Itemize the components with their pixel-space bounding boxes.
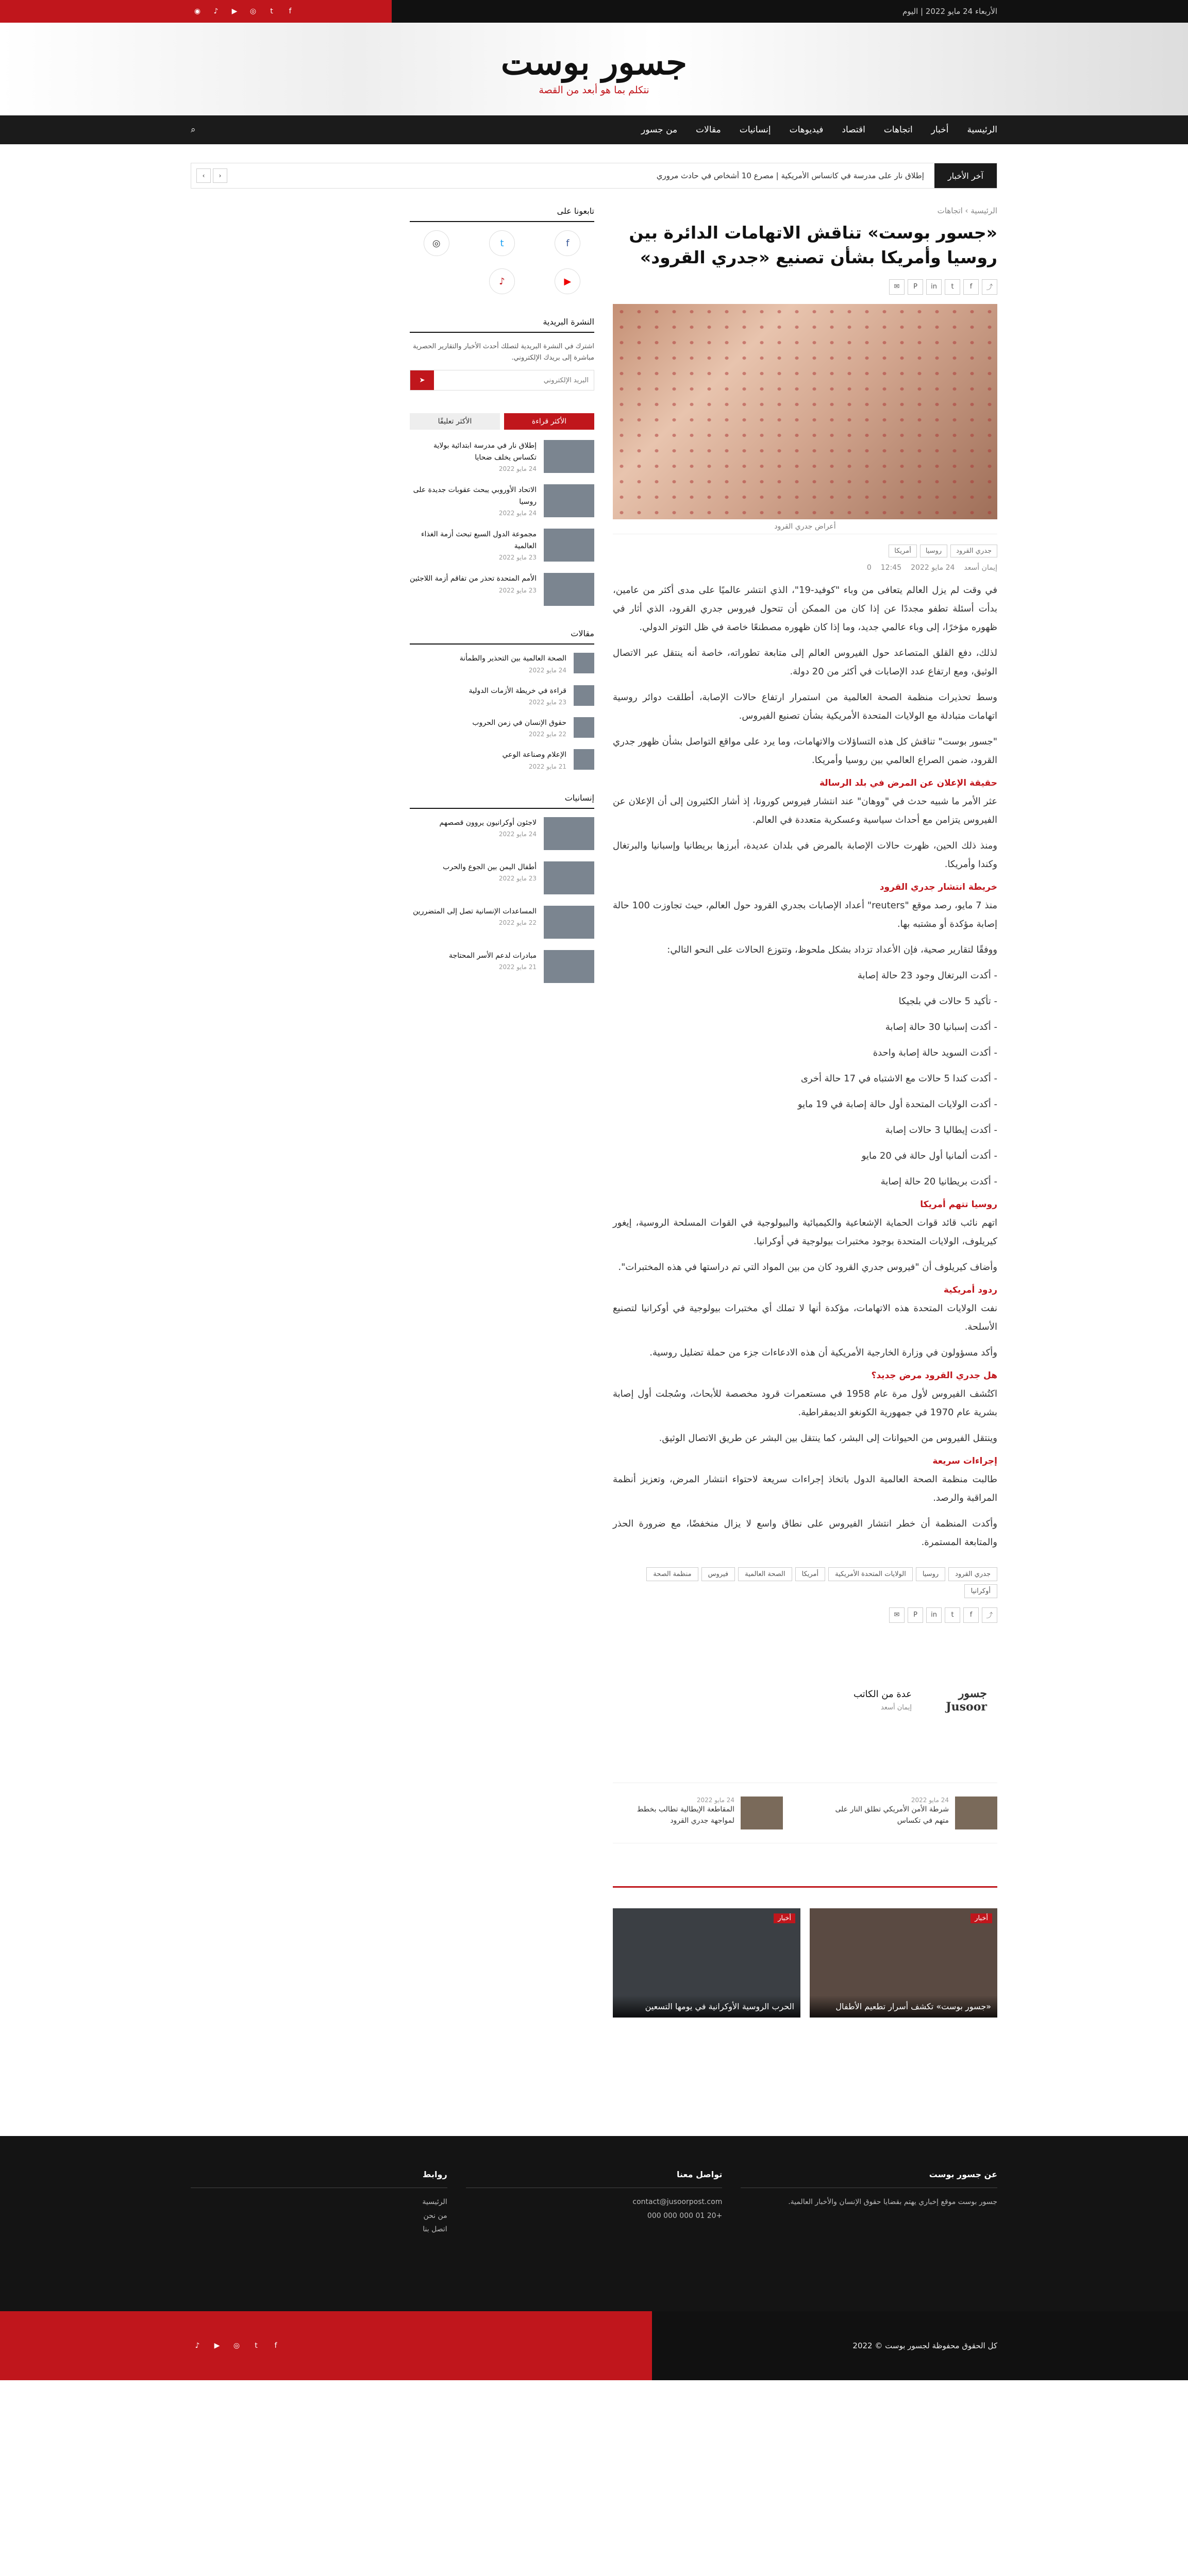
- prev-date: 24 مايو 2022: [911, 1796, 949, 1804]
- newsletter-submit-button[interactable]: ➤: [410, 370, 434, 390]
- author-name[interactable]: إيمان أسعد: [964, 563, 997, 572]
- post-title[interactable]: أطفال اليمن بين الجوع والحرب: [443, 862, 537, 871]
- hero-image: [613, 304, 997, 519]
- post-date: 24 مايو 2022: [498, 465, 537, 472]
- post-title[interactable]: مجموعة الدول السبع تبحث أزمة الغذاء العالمية: [421, 530, 537, 550]
- facebook-icon[interactable]: f: [289, 7, 292, 15]
- top-social: [191, 5, 297, 18]
- paragraph: طالبت منظمة الصحة العالمية الدول باتخاذ إجراءات سريعة لاحتواء انتشار المرض، وتعزيز أنظمة المراقبة والرصد.: [613, 1473, 997, 1503]
- list-item[interactable]: [410, 440, 594, 473]
- facebook-icon[interactable]: f: [555, 230, 580, 256]
- list-item: - أكدت ألمانيا أول حالة في 20 مايو: [861, 1150, 997, 1161]
- author-box: [613, 1654, 997, 1747]
- list-item[interactable]: [410, 906, 594, 939]
- tag[interactable]: جدري القرود: [948, 1567, 997, 1581]
- tag[interactable]: روسيا: [916, 1567, 945, 1581]
- footer-link[interactable]: اتصل بنا: [423, 2225, 447, 2234]
- youtube-icon[interactable]: ▶: [555, 268, 580, 294]
- related-card[interactable]: [613, 1908, 800, 2018]
- newsletter-text: اشترك في النشرة البريدية لتصلك أحدث الأخبار والتقارير الحصرية مباشرة إلى بريدك الإلكتروني.: [413, 343, 594, 362]
- tab-most-read[interactable]: الأكثر قراءة: [504, 413, 594, 430]
- section-heading: حقيقة الإعلان عن المرض في بلد الرسالة: [819, 777, 997, 788]
- section-heading: خريطة انتشار جدري القرود: [879, 882, 997, 892]
- post-date: 23 مايو 2022: [498, 875, 537, 883]
- newsletter-email-input[interactable]: [434, 370, 594, 390]
- post-title[interactable]: الاتحاد الأوروبي يبحث عقوبات جديدة على روسيا: [413, 486, 537, 506]
- nav-news[interactable]: أخبار: [931, 125, 949, 135]
- paragraph: اتهم نائب قائد قوات الحماية الإشعاعية والكيميائية والبيولوجية في القوات المسلحة الروسية، إيغور كيريلوف، الولايات المتحدة بوجود مختبرات بيولوجية في أوكرانيا.: [613, 1217, 997, 1247]
- paragraph: وأضاف كيريلوف أن "فيروس جدري القرود كان من بين المواد التي تم دراستها في هذه المختبرات".: [618, 1261, 997, 1273]
- paragraph: وأكدت المنظمة أن خطر انتشار الفيروس على نطاق واسع لا يزال منخفضًا، مع ضرورة الحذر والمتابعة المستمرة.: [613, 1518, 997, 1548]
- tiktok-icon[interactable]: ♪: [213, 7, 219, 15]
- site-logo[interactable]: جسور بوست: [500, 42, 688, 82]
- article-title: «جسور بوست» تناقش الاتهامات الدائرة بين روسيا وأمريكا بشأن تصنيع «جدري القرود»: [629, 223, 997, 267]
- footer-about: [741, 2167, 997, 2209]
- tag[interactable]: الولايات المتحدة الأمريكية: [828, 1567, 913, 1581]
- sidebar: [410, 206, 594, 1006]
- list-item[interactable]: [410, 817, 594, 850]
- top-date: الأربعاء 24 مايو 2022 | اليوم: [902, 7, 997, 16]
- twitter-icon[interactable]: t: [945, 279, 960, 295]
- next-date: 24 مايو 2022: [696, 1796, 734, 1804]
- paragraph: في وقت لم يزل العالم يتعافى من وباء "كوفيد-19"، الذي انتشر عالميًا على مدى أكثر من عامين، بدأت أسئلة تطفو مجددًا عن إذا كان من الممكن أن تتحول فيروس جدري القرود، الذي أثار في ظهوره مؤخرًا، إلى وباء عالمي جديد، وما إذا كان ظهوره مصطنعًا خاصة في ظل التوتر الدولي.: [613, 584, 997, 633]
- instagram-icon[interactable]: ◎: [424, 230, 449, 256]
- list-item[interactable]: [410, 749, 594, 770]
- prev-next-posts: [613, 1783, 997, 1843]
- rss-icon[interactable]: ◉: [194, 7, 201, 15]
- instagram-icon[interactable]: ◎: [249, 7, 257, 15]
- humanities-widget: [410, 793, 594, 983]
- paragraph: ومنذ ذلك الحين، ظهرت حالات الإصابة بالمرض في بلدان عديدة، أبرزها بريطانيا وإسبانيا والبرتغال وكندا وأمريكا.: [613, 840, 997, 870]
- paragraph: وأكد مسؤولون في وزارة الخارجية الأمريكية أن هذه الادعاءات جزء من حملة تضليل روسية.: [649, 1347, 997, 1358]
- footer-email[interactable]: contact@jusoorpost.com: [632, 2198, 723, 2207]
- list-item[interactable]: [410, 529, 594, 562]
- facebook-icon[interactable]: f: [963, 1607, 979, 1623]
- post-title[interactable]: الصحة العالمية بين التحذير والطمأنة: [459, 654, 566, 663]
- nav-about[interactable]: من جسور: [641, 125, 678, 135]
- section-heading: روسيا تتهم أمريكا: [920, 1199, 997, 1210]
- footer-contact: [466, 2167, 723, 2223]
- share-bar-bottom: [613, 1607, 997, 1623]
- post-date: 24 مايو 2022: [528, 666, 566, 674]
- copyright-text: كل الحقوق محفوظة لجسور بوست © 2022: [852, 2341, 997, 2350]
- tag[interactable]: جدري القرود: [950, 545, 997, 557]
- list-item: - أكدت السويد حالة إصابة واحدة: [873, 1047, 997, 1058]
- ticker-prev-icon[interactable]: ‹: [213, 168, 227, 183]
- site-footer: [0, 2136, 1188, 2311]
- related-divider: [613, 1885, 997, 1888]
- main-nav: [0, 115, 1188, 144]
- post-title[interactable]: الأمم المتحدة تحذر من تفاقم أزمة اللاجئين: [410, 574, 537, 583]
- ticker-next-icon[interactable]: ›: [196, 168, 211, 183]
- facebook-icon[interactable]: f: [274, 2341, 277, 2350]
- tag[interactable]: فيروس: [701, 1567, 735, 1581]
- footer-heading: روابط: [191, 2167, 447, 2188]
- list-item[interactable]: [410, 717, 594, 738]
- paragraph: وينتقل الفيروس من الحيوانات إلى البشر، كما ينتقل بين البشر عن طريق الاتصال الوثيق.: [659, 1432, 997, 1444]
- footer-links: [191, 2167, 447, 2236]
- twitter-icon[interactable]: t: [255, 2341, 258, 2350]
- copyright-accent: [0, 2311, 652, 2380]
- next-title[interactable]: المقاطعة الإيطالية تطالب بخطط لمواجهة جدري القرود: [637, 1805, 734, 1825]
- post-title[interactable]: إطلاق نار في مدرسة ابتدائية بولاية تكساس يخلف ضحايا: [433, 442, 537, 462]
- follow-widget: [410, 206, 594, 294]
- post-title[interactable]: حقوق الإنسان في زمن الحروب: [472, 718, 566, 727]
- widget-title: مقالات: [410, 629, 594, 645]
- breadcrumb[interactable]: الرئيسية › اتجاهات: [937, 206, 997, 215]
- list-item: - أكدت البرتغال وجود 23 حالة إصابة: [857, 970, 997, 981]
- share-bar-top: [613, 279, 997, 295]
- top-bar: [0, 0, 1188, 23]
- youtube-icon[interactable]: ▶: [214, 2341, 220, 2350]
- linkedin-icon[interactable]: in: [926, 279, 942, 295]
- related-title[interactable]: «جسور بوست» تكشف أسرار تطعيم الأطفال: [810, 1995, 997, 2018]
- email-icon[interactable]: ✉: [889, 279, 905, 295]
- newsletter-widget: [410, 317, 594, 391]
- post-date: 21 مايو 2022: [498, 963, 537, 971]
- section-heading: إجراءات سريعة: [932, 1455, 997, 1466]
- publish-date: 24 مايو 2022: [911, 563, 955, 572]
- tiktok-icon[interactable]: ♪: [489, 268, 515, 294]
- pinterest-icon[interactable]: P: [908, 1607, 923, 1623]
- email-icon[interactable]: ✉: [889, 1607, 905, 1623]
- footer-heading: عن جسور بوست: [741, 2167, 997, 2188]
- instagram-icon[interactable]: ◎: [233, 2341, 240, 2350]
- footer-link[interactable]: من نحن: [423, 2211, 447, 2220]
- section-heading: ردود أمريكية: [943, 1284, 997, 1295]
- article-body: [613, 581, 997, 1552]
- twitter-icon[interactable]: t: [945, 1607, 960, 1623]
- widget-title: إنسانيات: [410, 793, 594, 809]
- post-date: 22 مايو 2022: [528, 731, 566, 738]
- tag[interactable]: أمريكا: [889, 545, 917, 557]
- related-category[interactable]: أخبار: [971, 1913, 992, 1923]
- related-category[interactable]: أخبار: [774, 1913, 795, 1923]
- post-date: 23 مايو 2022: [498, 586, 537, 594]
- list-item[interactable]: [410, 861, 594, 894]
- footer-phone[interactable]: +20 01 000 000 000: [647, 2211, 723, 2220]
- post-date: 23 مايو 2022: [498, 553, 537, 561]
- nav-articles[interactable]: مقالات: [696, 125, 721, 135]
- post-title[interactable]: الإعلام وصناعة الوعي: [502, 751, 566, 759]
- paragraph: نفت الولايات المتحدة هذه الاتهامات، مؤكدة أنها لا تملك أي مختبرات بيولوجية في أوكرانيا لتصنيع الأسلحة.: [613, 1302, 997, 1332]
- post-date: 21 مايو 2022: [528, 762, 566, 770]
- article-tags-top: [613, 545, 997, 557]
- nav-economy[interactable]: اقتصاد: [842, 125, 865, 135]
- author-avatar: جسور Jusoor: [930, 1672, 987, 1728]
- post-title[interactable]: لاجئون أوكرانيون يروون قصصهم: [439, 818, 537, 827]
- nav-videos[interactable]: فيديوهات: [789, 125, 824, 135]
- popular-widget: [410, 413, 594, 606]
- list-item[interactable]: [410, 573, 594, 606]
- tag[interactable]: منظمة الصحة: [646, 1567, 698, 1581]
- paragraph: عثر الأمر ما شبيه حدث في "ووهان" عند انتشار فيروس كورونا، إذ أشار الكثيرون إلى أن الإعلان عن الفيروس يتزامن مع أحداث سياسية وعسكرية متعددة في العالم.: [613, 795, 997, 825]
- tag[interactable]: أمريكا: [795, 1567, 826, 1581]
- list-item[interactable]: [410, 685, 594, 706]
- footer-about-text: جسور بوست موقع إخباري يهتم بقضايا حقوق الإنسان والأخبار العالمية.: [788, 2198, 997, 2207]
- paragraph: وسط تحذيرات منظمة الصحة العالمية من استمرار ارتفاع حالات الإصابة، أطلقت دوائر روسية اتهامات متبادلة مع الولايات المتحدة الأمريكية بشأن تصنيع الفيروس.: [613, 691, 997, 721]
- next-thumb: [741, 1797, 783, 1829]
- next-post[interactable]: [613, 1797, 783, 1829]
- articles-widget: [410, 629, 594, 770]
- post-date: 22 مايو 2022: [498, 919, 537, 927]
- section-heading: هل جدري القرود مرض جديد؟: [871, 1370, 997, 1381]
- author-box-name[interactable]: عدة من الكاتب: [853, 1688, 912, 1700]
- tag[interactable]: أوكرانيا: [964, 1584, 997, 1598]
- paragraph: ووفقًا لتقارير صحية، فإن الأعداد تزداد بشكل ملحوظ، وتتوزع الحالات على النحو التالي:: [667, 944, 997, 955]
- widget-title: تابعونا على: [410, 206, 594, 222]
- share-icon[interactable]: ⤴: [982, 1607, 997, 1623]
- post-date: 24 مايو 2022: [498, 509, 537, 517]
- linkedin-icon[interactable]: in: [926, 1607, 942, 1623]
- twitter-icon[interactable]: t: [489, 230, 515, 256]
- post-title[interactable]: قراءة في خريطة الأزمات الدولية: [468, 686, 566, 695]
- site-slogan: نتكلم بما هو أبعد من القصة: [539, 84, 649, 96]
- nav-trends[interactable]: اتجاهات: [883, 125, 913, 135]
- facebook-icon[interactable]: f: [963, 279, 979, 295]
- ticker-label: آخر الأخبار: [934, 163, 997, 188]
- post-title[interactable]: المساعدات الإنسانية تصل إلى المتضررين: [413, 907, 537, 916]
- image-caption: أعراض جدري القرود: [613, 519, 997, 534]
- paragraph: لذلك، دفع القلق المتصاعد حول الفيروس العالم إلى متابعة تطوراته، خاصة أنه ينتقل عبر الاتصال الوثيق، ومع ارتفاع عدد الإصابات في أكثر من 20 دولة.: [613, 647, 997, 677]
- comment-count: 0: [866, 563, 872, 572]
- list-item[interactable]: [410, 653, 594, 673]
- list-item[interactable]: [410, 950, 594, 983]
- pinterest-icon[interactable]: P: [908, 279, 923, 295]
- footer-heading: تواصل معنا: [466, 2167, 723, 2188]
- tag-cloud: [613, 1567, 997, 1598]
- nav-humanities[interactable]: إنسانيات: [739, 125, 771, 135]
- tag[interactable]: الصحة العالمية: [738, 1567, 792, 1581]
- widget-title: النشرة البريدية: [410, 317, 594, 333]
- related-title[interactable]: الحرب الروسية الأوكرانية في يومها التسعين: [613, 1995, 800, 2018]
- related-posts: [613, 1908, 997, 2018]
- news-ticker: [191, 163, 997, 189]
- ticker-text[interactable]: إطلاق نار على مدرسة في كانساس الأمريكية | مصرع 10 أشخاص في حادث مروري: [656, 171, 924, 180]
- prev-thumb: [955, 1797, 997, 1829]
- list-item: - أكدت كندا 5 حالات مع الاشتباه في 17 حالة أخرى: [800, 1073, 997, 1084]
- footer-link[interactable]: الرئيسية: [422, 2198, 447, 2207]
- youtube-icon[interactable]: ▶: [231, 7, 238, 15]
- author-box-sub: إيمان أسعد: [881, 1703, 912, 1711]
- paragraph: اكتُشف الفيروس لأول مرة عام 1958 في مستعمرات قرود مخصصة للأبحاث، وسُجلت أول إصابة بشرية عام 1970 في جمهورية الكونغو الديمقراطية.: [613, 1388, 997, 1418]
- list-item: - أكدت إيطاليا 3 حالات إصابة: [885, 1124, 997, 1136]
- paragraph: "جسور بوست" تناقش كل هذه التساؤلات والاتهامات، وما يرد على مواقع التواصل بشأن ظهور جدري القرود، ضمن الصراع العالمي بين روسيا وأمريكا.: [613, 736, 997, 766]
- nav-home[interactable]: الرئيسية: [967, 125, 997, 135]
- list-item: - أكدت إسبانيا 30 حالة إصابة: [885, 1021, 997, 1032]
- list-item[interactable]: [410, 484, 594, 517]
- tiktok-icon[interactable]: ♪: [195, 2341, 200, 2350]
- tag[interactable]: روسيا: [920, 545, 947, 557]
- post-title[interactable]: مبادرات لدعم الأسر المحتاجة: [449, 951, 537, 960]
- list-item: - أكدت الولايات المتحدة أول حالة إصابة في 19 مايو: [797, 1098, 997, 1110]
- twitter-icon[interactable]: t: [270, 7, 273, 15]
- article-meta: [613, 564, 997, 572]
- share-icon[interactable]: ⤴: [982, 279, 997, 295]
- list-item: - أكدت بريطانيا 20 حالة إصابة: [880, 1176, 997, 1187]
- paragraph: منذ 7 مايو، رصد موقع "reuters" أعداد الإصابات بجدري القرود حول العالم، حيث تجاوزت 100 حالة إصابة مؤكدة أو مشتبه بها.: [613, 900, 998, 929]
- tab-most-commented[interactable]: الأكثر تعليقًا: [410, 413, 500, 430]
- related-card[interactable]: [810, 1908, 997, 2018]
- search-icon[interactable]: ⌕: [191, 125, 196, 135]
- publish-time: 12:45: [880, 563, 902, 572]
- article: [613, 206, 997, 2018]
- prev-title[interactable]: شرطة الأمن الأمريكي تطلق النار على متهم في تكساس: [835, 1805, 949, 1825]
- copyright-bar: [0, 2311, 1188, 2380]
- prev-post[interactable]: [827, 1797, 997, 1829]
- post-date: 24 مايو 2022: [498, 831, 537, 838]
- post-date: 23 مايو 2022: [528, 698, 566, 706]
- site-header: [0, 23, 1188, 115]
- list-item: - تأكيد 5 حالات في بلجيكا: [898, 995, 997, 1007]
